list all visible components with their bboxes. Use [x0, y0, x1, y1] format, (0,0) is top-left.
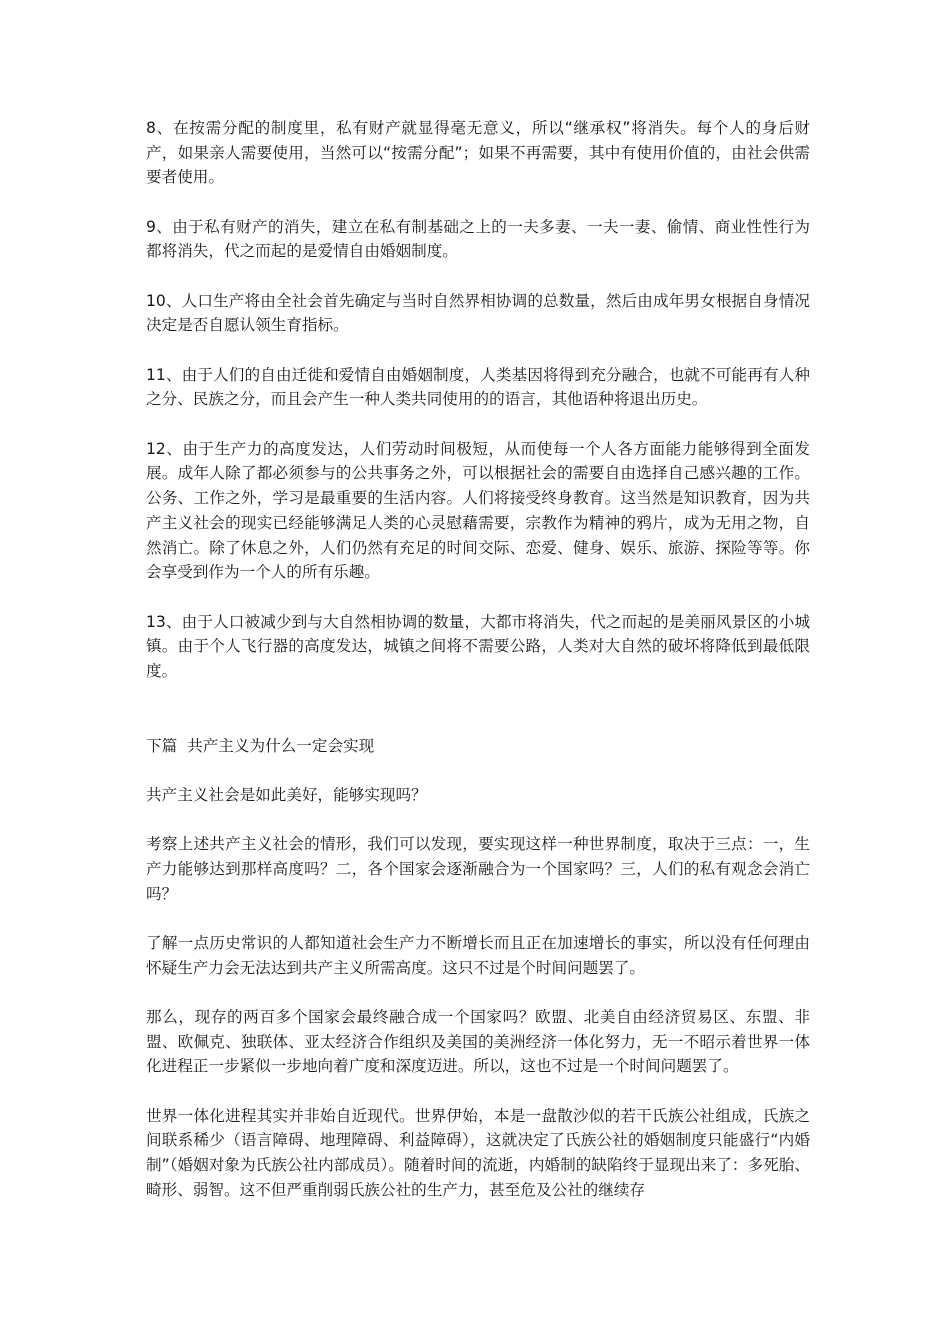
section-paragraph-4: 那么，现存的两百多个国家会最终融合成一个国家吗？欧盟、北美自由经济贸易区、东盟、非盟、欧佩克、独联体、亚太经济合作组织及美国的美洲经济一体化努力，无一不昭示着世界一体化进程正一步紧似一步地向着广度和深度迈进。所以，这也不过是一个时间问题罢了。 — [146, 1007, 810, 1076]
list-item-12: 12、由于生产力的高度发达，人们劳动时间极短，从而使每一个人各方面能力能够得到全面发展。成年人除了都必须参与的公共事务之外，可以根据社会的需要自由选择自己感兴趣的工作。公务、工作之外，学习是最重要的生活内容。人们将接受终身教育。这当然是知识教育，因为共产主义社会的现实已经能够满足人类的心灵慰藉需要，宗教作为精神的鸦片，成为无用之物，自然消亡。除了休息之外，人们仍然有充足的时间交际、恋爱、健身、娱乐、旅游、探险等等。你会享受到作为一个人的所有乐趣。 — [146, 439, 810, 582]
list-item-10: 10、人口生产将由全社会首先确定与当时自然界相协调的总数量，然后由成年男女根据自身情况决定是否自愿认领生育指标。 — [146, 291, 810, 335]
section-paragraph-2: 考察上述共产主义社会的情形，我们可以发现，要实现这样一种世界制度，取决于三点：一，生产力能够达到那样高度吗？二，各个国家会逐渐融合为一个国家吗？三，人们的私有观念会消亡吗？ — [146, 835, 810, 903]
section-paragraph-3: 了解一点历史常识的人都知道社会生产力不断增长而且正在加速增长的事实，所以没有任何理由怀疑生产力会无法达到共产主义所需高度。这只不过是个时间问题罢了。 — [146, 933, 810, 977]
list-item-9: 9、由于私有财产的消失，建立在私有制基础之上的一夫多妻、一夫一妻、偷情、商业性性行为都将消失，代之而起的是爱情自由婚姻制度。 — [146, 217, 810, 261]
document-body — [146, 116, 810, 1202]
list-item-13: 13、由于人口被减少到与大自然相协调的数量，大都市将消失，代之而起的是美丽风景区的小城镇。由于个人飞行器的高度发达，城镇之间将不需要公路，人类对大自然的破坏将降低到最低限度。 — [146, 612, 810, 680]
list-item-8: 8、在按需分配的制度里，私有财产就显得毫无意义，所以“继承权”将消失。每个人的身后财产，如果亲人需要使用，当然可以“按需分配”；如果不再需要，其中有使用价值的，由社会供需要者使用。 — [146, 119, 810, 187]
section-paragraph-5: 世界一体化进程其实并非始自近现代。世界伊始，本是一盘散沙似的若干氏族公社组成，氏族之间联系稀少（语言障碍、地理障碍、利益障碍），这就决定了氏族公社的婚姻制度只能盛行“内婚制”（婚姻对象为氏族公社内部成员）。随着时间的流逝，内婚制的缺陷终于显现出来了：多死胎、畸形、弱智。这不但严重削弱氏族公社的生产力，甚至危及公社的继续存 — [146, 1106, 810, 1199]
list-item-11: 11、由于人们的自由迁徙和爱情自由婚姻制度，人类基因将得到充分融合，也就不可能再有人种之分、民族之分，而且会产生一种人类共同使用的的语言，其他语种将退出历史。 — [146, 365, 810, 409]
section-title: 下篇 共产主义为什么一定会实现 — [146, 736, 375, 755]
section-paragraph-1: 共产主义社会是如此美好，能够实现吗？ — [146, 785, 427, 804]
